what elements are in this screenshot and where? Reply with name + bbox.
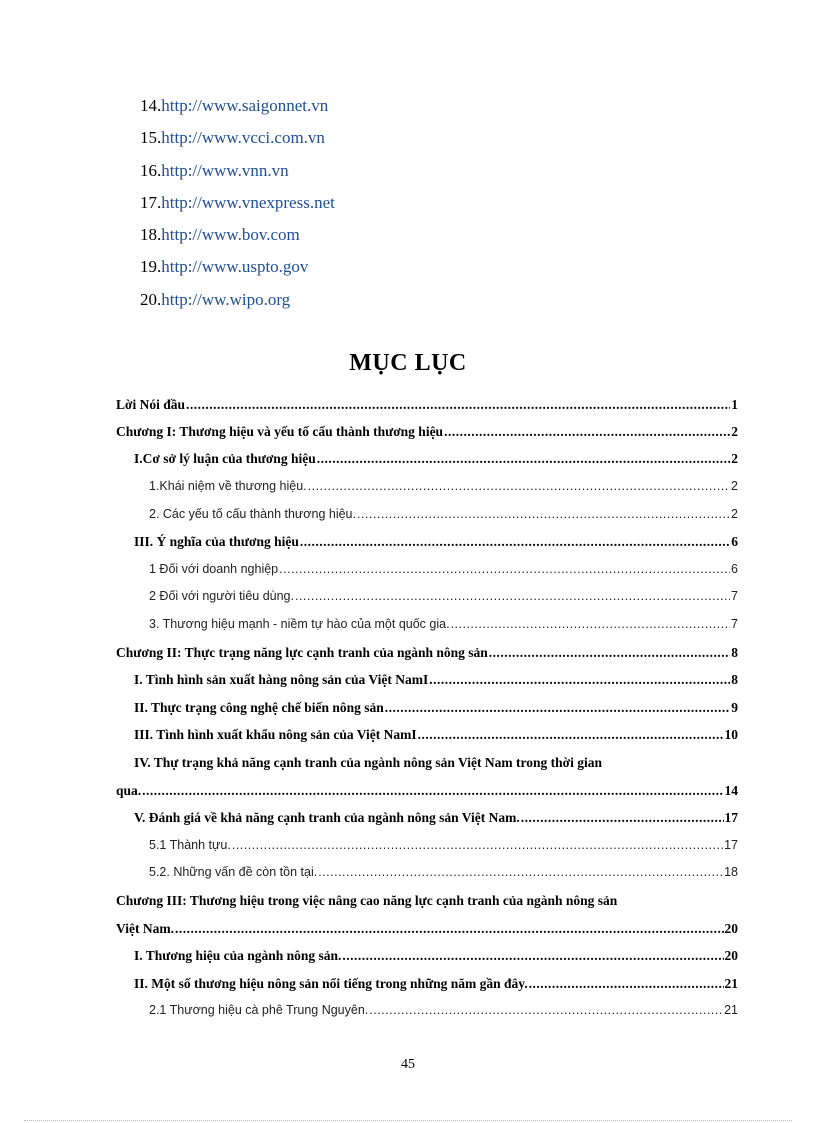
toc-entry[interactable] [149,1003,738,1017]
toc-entry-page: 21 [724,976,738,991]
toc-entry-label: 1.Khái niệm về thương hiệu. [149,479,307,493]
reference-link[interactable]: http://www.vcci.com.vn [161,128,325,148]
page-number: 45 [401,1057,415,1072]
toc-entry-page: 6 [731,534,738,549]
toc-entry-page: 14 [724,783,738,798]
toc-entry-label: 5.2. Những vấn đề còn tồn tại. [149,865,318,879]
toc-entry-label: V. Đánh giá về khả năng cạnh tranh của ngành nông sản Việt Nam. [134,810,520,825]
reference-list [140,92,335,318]
toc-entry[interactable] [134,948,738,964]
toc-entry-label: II. Thực trạng công nghệ chế biến nông sản [134,700,384,715]
toc-entry-label: 1 Đối với doanh nghiệp [149,562,279,576]
toc-leader-dots [186,397,730,413]
toc-entry-label: Lời Nói đầu [116,397,185,412]
toc-entry[interactable] [134,810,738,826]
toc-entry[interactable] [134,451,738,467]
toc-leader-dots [418,727,724,743]
toc-entry-page: 8 [731,672,738,687]
toc-leader-dots [308,479,730,493]
toc-leader-dots [489,645,730,661]
reference-item [140,253,335,285]
toc-entry[interactable] [134,976,738,992]
toc-leader-dots [142,783,723,799]
toc-leader-dots [295,589,730,603]
toc-entry-page: 2 [731,507,738,521]
reference-item [140,286,335,318]
reference-link[interactable]: http://ww.wipo.org [161,289,291,309]
toc-entry-wrapped-line[interactable]: IV. Thự trạng khả năng cạnh tranh của ngành nông sản Việt Nam trong thời gian [134,755,602,770]
toc-entry[interactable] [116,645,738,661]
toc-entry[interactable] [116,424,738,440]
toc-entry-page: 17 [724,838,738,852]
toc-entry[interactable] [134,700,738,716]
toc-entry-label: qua. [116,783,142,798]
toc-entry-page: 18 [724,865,738,879]
toc-entry-label: 2. Các yếu tố cấu thành thương hiệu. [149,507,356,521]
reference-number: 14. [140,96,162,115]
toc-entry-page: 20 [724,948,738,963]
toc-entry-label: I. Thương hiệu của ngành nông sản. [134,948,342,963]
reference-link[interactable]: http://www.vnexpress.net [161,192,335,212]
toc-entry-page: 6 [731,562,738,576]
toc-leader-dots [318,865,723,879]
toc-entry[interactable] [149,838,738,852]
toc-leader-dots [385,700,730,716]
toc-entry-label: 2 Đối với người tiêu dùng. [149,589,294,603]
toc-leader-dots [300,534,730,550]
toc-leader-dots [279,562,730,576]
toc-entry[interactable] [149,479,738,493]
toc-entry[interactable] [149,865,738,879]
reference-link[interactable]: http://www.bov.com [161,225,300,245]
toc-entry[interactable] [149,589,738,603]
toc-leader-dots [357,507,730,521]
toc-entry-label: 2.1 Thương hiệu cà phê Trung Nguyên. [149,1003,369,1017]
toc-entry-label: I.Cơ sở lý luận của thương hiệu [134,451,316,466]
toc-entry-page: 8 [731,645,738,660]
reference-item [140,124,335,156]
toc-entry-page: 7 [731,589,738,603]
toc-leader-dots [317,451,731,467]
reference-number: 16. [140,160,162,180]
toc-leader-dots [429,672,730,688]
reference-item [140,221,335,253]
toc-entry-page: 1 [731,397,738,412]
toc-leader-dots [444,424,730,440]
toc-entry[interactable] [134,672,738,688]
toc-entry-label: Chương II: Thực trạng năng lực cạnh tranh của ngành nông sản [116,645,488,660]
toc-leader-dots [175,921,724,937]
toc-entry[interactable] [116,397,738,413]
toc-leader-dots [521,810,724,826]
toc-leader-dots [529,976,724,992]
toc-entry-page: 17 [724,810,738,825]
toc-leader-dots [232,838,723,852]
toc-entry-page: 2 [731,479,738,493]
toc-entry[interactable] [149,617,738,631]
toc-leader-dots [342,948,723,964]
reference-link[interactable]: http://www.vnn.vn [161,160,289,180]
toc-entry-page: 2 [731,451,738,466]
toc-entry[interactable] [116,783,738,799]
toc-entry-label: Việt Nam. [116,921,174,936]
reference-item [140,92,335,124]
toc-entry-label: II. Một số thương hiệu nông sản nổi tiếng trong những năm gần đây. [134,976,528,991]
reference-number: 17. [140,192,162,212]
toc-title: MỤC LỤC [349,350,467,376]
reference-link[interactable]: http://www.uspto.gov [161,257,309,277]
toc-entry[interactable] [149,562,738,576]
toc-entry-page: 9 [731,700,738,715]
toc-entry[interactable] [134,534,738,550]
toc-entry-page: 2 [731,424,738,439]
toc-entry-page: 20 [724,921,738,936]
toc-entry-label: 5.1 Thành tựu. [149,838,231,852]
toc-leader-dots [451,617,730,631]
toc-entry[interactable] [134,727,738,743]
toc-entry[interactable] [116,921,738,937]
toc-entry-label: III. Ý nghĩa của thương hiệu [134,534,299,549]
toc-leader-dots [369,1003,723,1017]
reference-number: 15. [140,128,162,148]
reference-link[interactable]: http://www.saigonnet.vn [161,96,329,115]
toc-entry-label: 3. Thương hiệu mạnh - niềm tự hào của một quốc gia. [149,617,450,631]
toc-entry-label: I. Tình hình sản xuất hàng nông sản của Việt NamI [134,672,429,687]
footer-divider [24,1120,792,1121]
toc-entry[interactable] [149,507,738,521]
reference-number: 19. [140,257,162,277]
reference-number: 20. [140,289,162,309]
toc-entry-label: Chương I: Thương hiệu và yếu tố cấu thành thương hiệu [116,424,444,439]
toc-entry-page: 7 [731,617,738,631]
toc-entry-label: III. Tình hình xuất khẩu nông sản của Việt NamI [134,727,417,742]
reference-number: 18. [140,225,162,245]
reference-item [140,189,335,221]
toc-entry-page: 10 [724,727,738,742]
reference-item [140,157,335,189]
toc-entry-page: 21 [724,1003,738,1017]
toc-entry-wrapped-line[interactable]: Chương III: Thương hiệu trong việc nâng cao năng lực cạnh tranh của ngành nông sản [116,893,618,908]
